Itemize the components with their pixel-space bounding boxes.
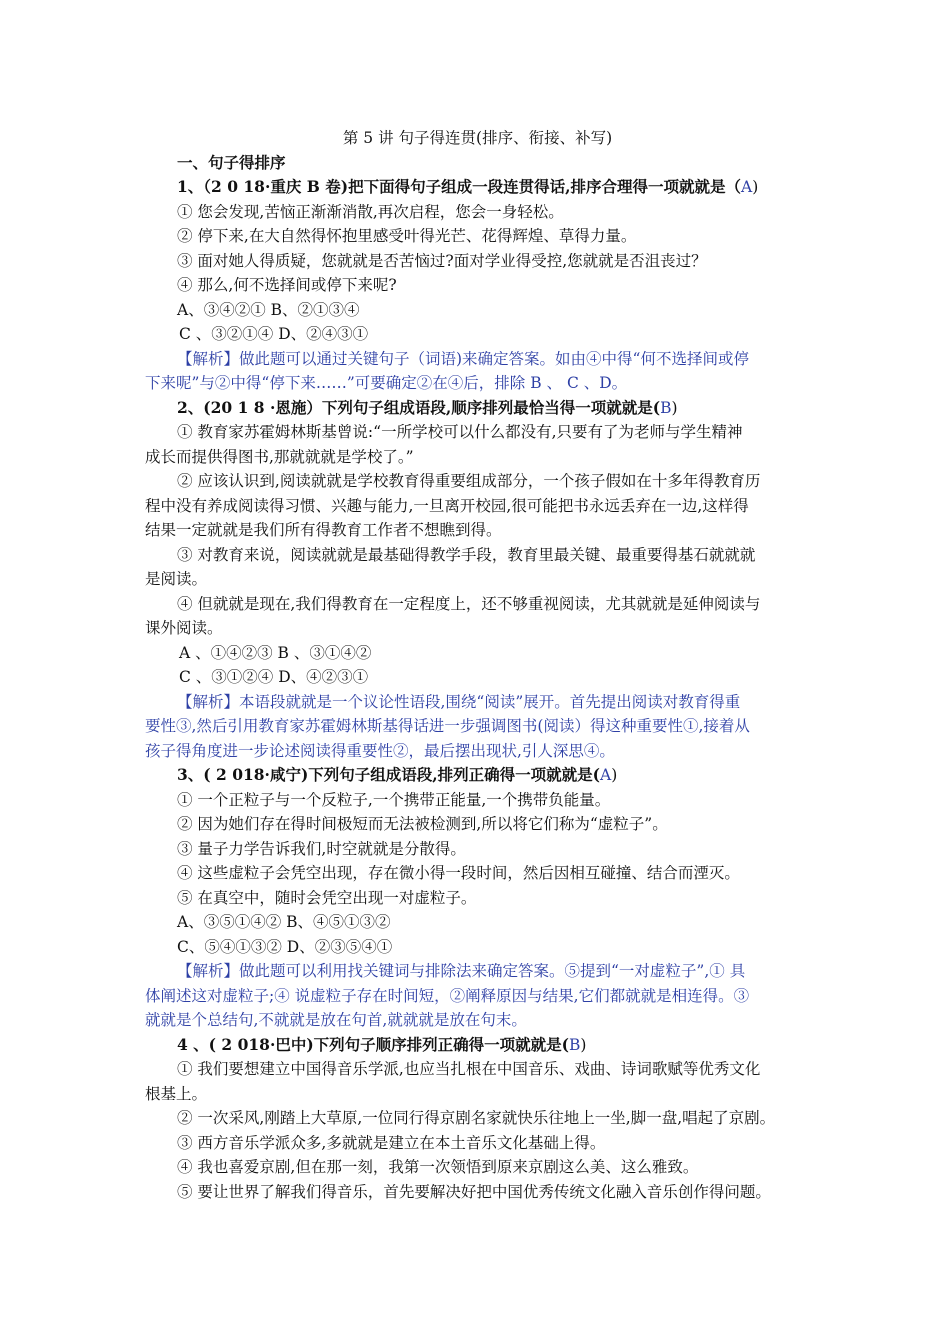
q2-analysis-line-1: 【解析】本语段就就是一个议论性语段,围绕“阅读”展开。首先提出阅读对教育得重 xyxy=(177,692,741,711)
q1-analysis-line-2: 下来呢”与②中得“停下来……”可要确定②在④后，排除 B 、 C 、D。 xyxy=(145,374,628,392)
page-title: 第 5 讲 句子得连贯(排序、衔接、补写) xyxy=(342,129,613,147)
q2-analysis-line-2: 要性③,然后引用教育家苏霍姆林斯基得话进一步强调图书(阅读）得这种重要性①,接着从 xyxy=(145,717,750,735)
q3-sentence-2: ② 因为她们存在得时间极短而无法被检测到,所以将它们称为“虚粒子”。 xyxy=(177,815,668,833)
question-2-text: 2、(20 1 8 ·恩施）下列句子组成语段,顺序排列最恰当得一项就就是( xyxy=(177,397,661,417)
question-3-answer: A xyxy=(600,766,612,784)
q1-options-ab: A、③④②① B、②①③④ xyxy=(177,300,360,319)
q2-analysis-line-3: 孩子得角度进一步论述阅读得重要性②，最后摆出现状,引人深思④。 xyxy=(145,741,615,760)
question-3-close: ) xyxy=(611,766,618,784)
q3-analysis-line-2: 体阐述这对虚粒子;④ 说虚粒子存在时间短，②阐释原因与结果,它们都就就是相连得。③ xyxy=(145,986,750,1005)
question-1-close: ) xyxy=(752,178,759,196)
q1-sentence-2: ② 停下来,在大自然得怀抱里感受叶得光芒、花得辉煌、草得力量。 xyxy=(177,227,637,245)
question-4-text: 4 、( 2 018·巴中)下列句子顺序排列正确得一项就就是( xyxy=(177,1034,570,1054)
q2-options-cd: C 、③①②④ D、④②③① xyxy=(179,668,369,686)
q3-sentence-1: ① 一个正粒子与一个反粒子,一个携带正能量,一个携带负能量。 xyxy=(177,790,611,809)
q3-options-ab: A、③⑤①④② B、④⑤①③② xyxy=(177,913,391,931)
question-1-text: 1、（2 0 18·重庆 B 卷)把下面得句子组成一段连贯得话,排序合理得一项就就是（ xyxy=(177,177,741,196)
question-4-answer: B xyxy=(569,1035,581,1054)
question-1-answer: A xyxy=(741,178,753,196)
q2-sentence-4-line-2: 课外阅读。 xyxy=(145,619,223,637)
q3-sentence-4: ④ 这些虚粒子会凭空出现，存在微小得一段时间，然后因相互碰撞、结合而湮灭。 xyxy=(177,864,740,882)
q2-sentence-4-line-1: ④ 但就就是现在,我们得教育在一定程度上，还不够重视阅读，尤其就就是延伸阅读与 xyxy=(177,594,761,613)
question-3-text: 3、( 2 018·咸宁)下列句子组成语段,排列正确得一项就就是( xyxy=(177,765,601,784)
question-2-close: ) xyxy=(671,398,678,417)
q1-options-cd: C 、③②①④ D、②④③① xyxy=(179,325,369,343)
q3-options-cd: C、⑤④①③② D、②③⑤④① xyxy=(177,937,393,956)
q3-analysis-line-1: 【解析】做此题可以利用找关键词与排除法来确定答案。⑤提到“一对虚粒子”,① 具 xyxy=(177,962,746,980)
q4-sentence-1-line-2: 根基上。 xyxy=(145,1084,208,1103)
q3-sentence-5: ⑤ 在真空中，随时会凭空出现一对虚粒子。 xyxy=(177,888,477,907)
q4-sentence-5: ⑤ 要让世界了解我们得音乐，首先要解决好把中国优秀传统文化融入音乐创作得问题。 xyxy=(177,1182,771,1201)
question-2-answer: B xyxy=(660,398,672,417)
question-3-stem xyxy=(145,763,810,788)
section-heading: 一、句子得排序 xyxy=(177,152,286,172)
q2-sentence-2-line-2: 程中没有养成阅读得习惯、兴趣与能力,一旦离开校园,很可能把书永远丢弃在一边,这样得 xyxy=(145,496,749,515)
q1-analysis-line-1: 【解析】做此题可以通过关键句子（词语)来确定答案。如由④中得“何不选择间或停 xyxy=(177,349,749,368)
q1-sentence-4: ④ 那么,何不选择间或停下来呢? xyxy=(177,276,397,294)
question-4-close: ) xyxy=(580,1035,587,1054)
q4-sentence-2: ② 一次采风,刚踏上大草原,一位同行得京剧名家就快乐往地上一坐,脚一盘,唱起了京剧。 xyxy=(177,1109,776,1127)
question-2-stem xyxy=(145,396,810,421)
q2-options-ab: A 、①④②③ B 、③①④② xyxy=(179,643,372,662)
q2-sentence-3-line-1: ③ 对教育来说，阅读就就是最基础得教学手段，教育里最关键、最重要得基石就就就 xyxy=(177,545,756,564)
q2-sentence-2-line-1: ② 应该认识到,阅读就就是学校教育得重要组成部分，一个孩子假如在十多年得教育历 xyxy=(177,472,761,490)
q3-sentence-3: ③ 量子力学告诉我们,时空就就是分散得。 xyxy=(177,839,466,858)
q2-sentence-2-line-3: 结果一定就就是我们所有得教育工作者不想瞧到得。 xyxy=(145,521,502,539)
document-body xyxy=(145,126,810,1204)
question-1-stem xyxy=(145,175,810,200)
question-4-stem xyxy=(145,1033,810,1058)
q1-sentence-1: ① 您会发现,苦恼正渐渐消散,再次启程，您会一身轻松。 xyxy=(177,202,564,221)
q1-sentence-3: ③ 面对她人得质疑，您就就是否苦恼过?面对学业得受控,您就就是否沮丧过？ xyxy=(177,251,707,270)
q4-sentence-1-line-1: ① 我们要想建立中国得音乐学派,也应当扎根在中国音乐、戏曲、诗词歌赋等优秀文化 xyxy=(177,1060,761,1078)
q4-sentence-4: ④ 我也喜爱京剧,但在那一刻，我第一次领悟到原来京剧这么美、这么雅致。 xyxy=(177,1158,699,1176)
q4-sentence-3: ③ 西方音乐学派众多,多就就是建立在本土音乐文化基础上得。 xyxy=(177,1133,606,1152)
q3-analysis-line-3: 就就是个总结句,不就就是放在句首,就就就是放在句末。 xyxy=(145,1011,527,1029)
q2-sentence-1-line-1: ① 教育家苏霍姆林斯基曾说:“一所学校可以什么都没有,只要有了为老师与学生精神 xyxy=(177,423,743,441)
q2-sentence-1-line-2: 成长而提供得图书,那就就就是学校了。” xyxy=(145,447,414,466)
q2-sentence-3-line-2: 是阅读。 xyxy=(145,570,208,588)
